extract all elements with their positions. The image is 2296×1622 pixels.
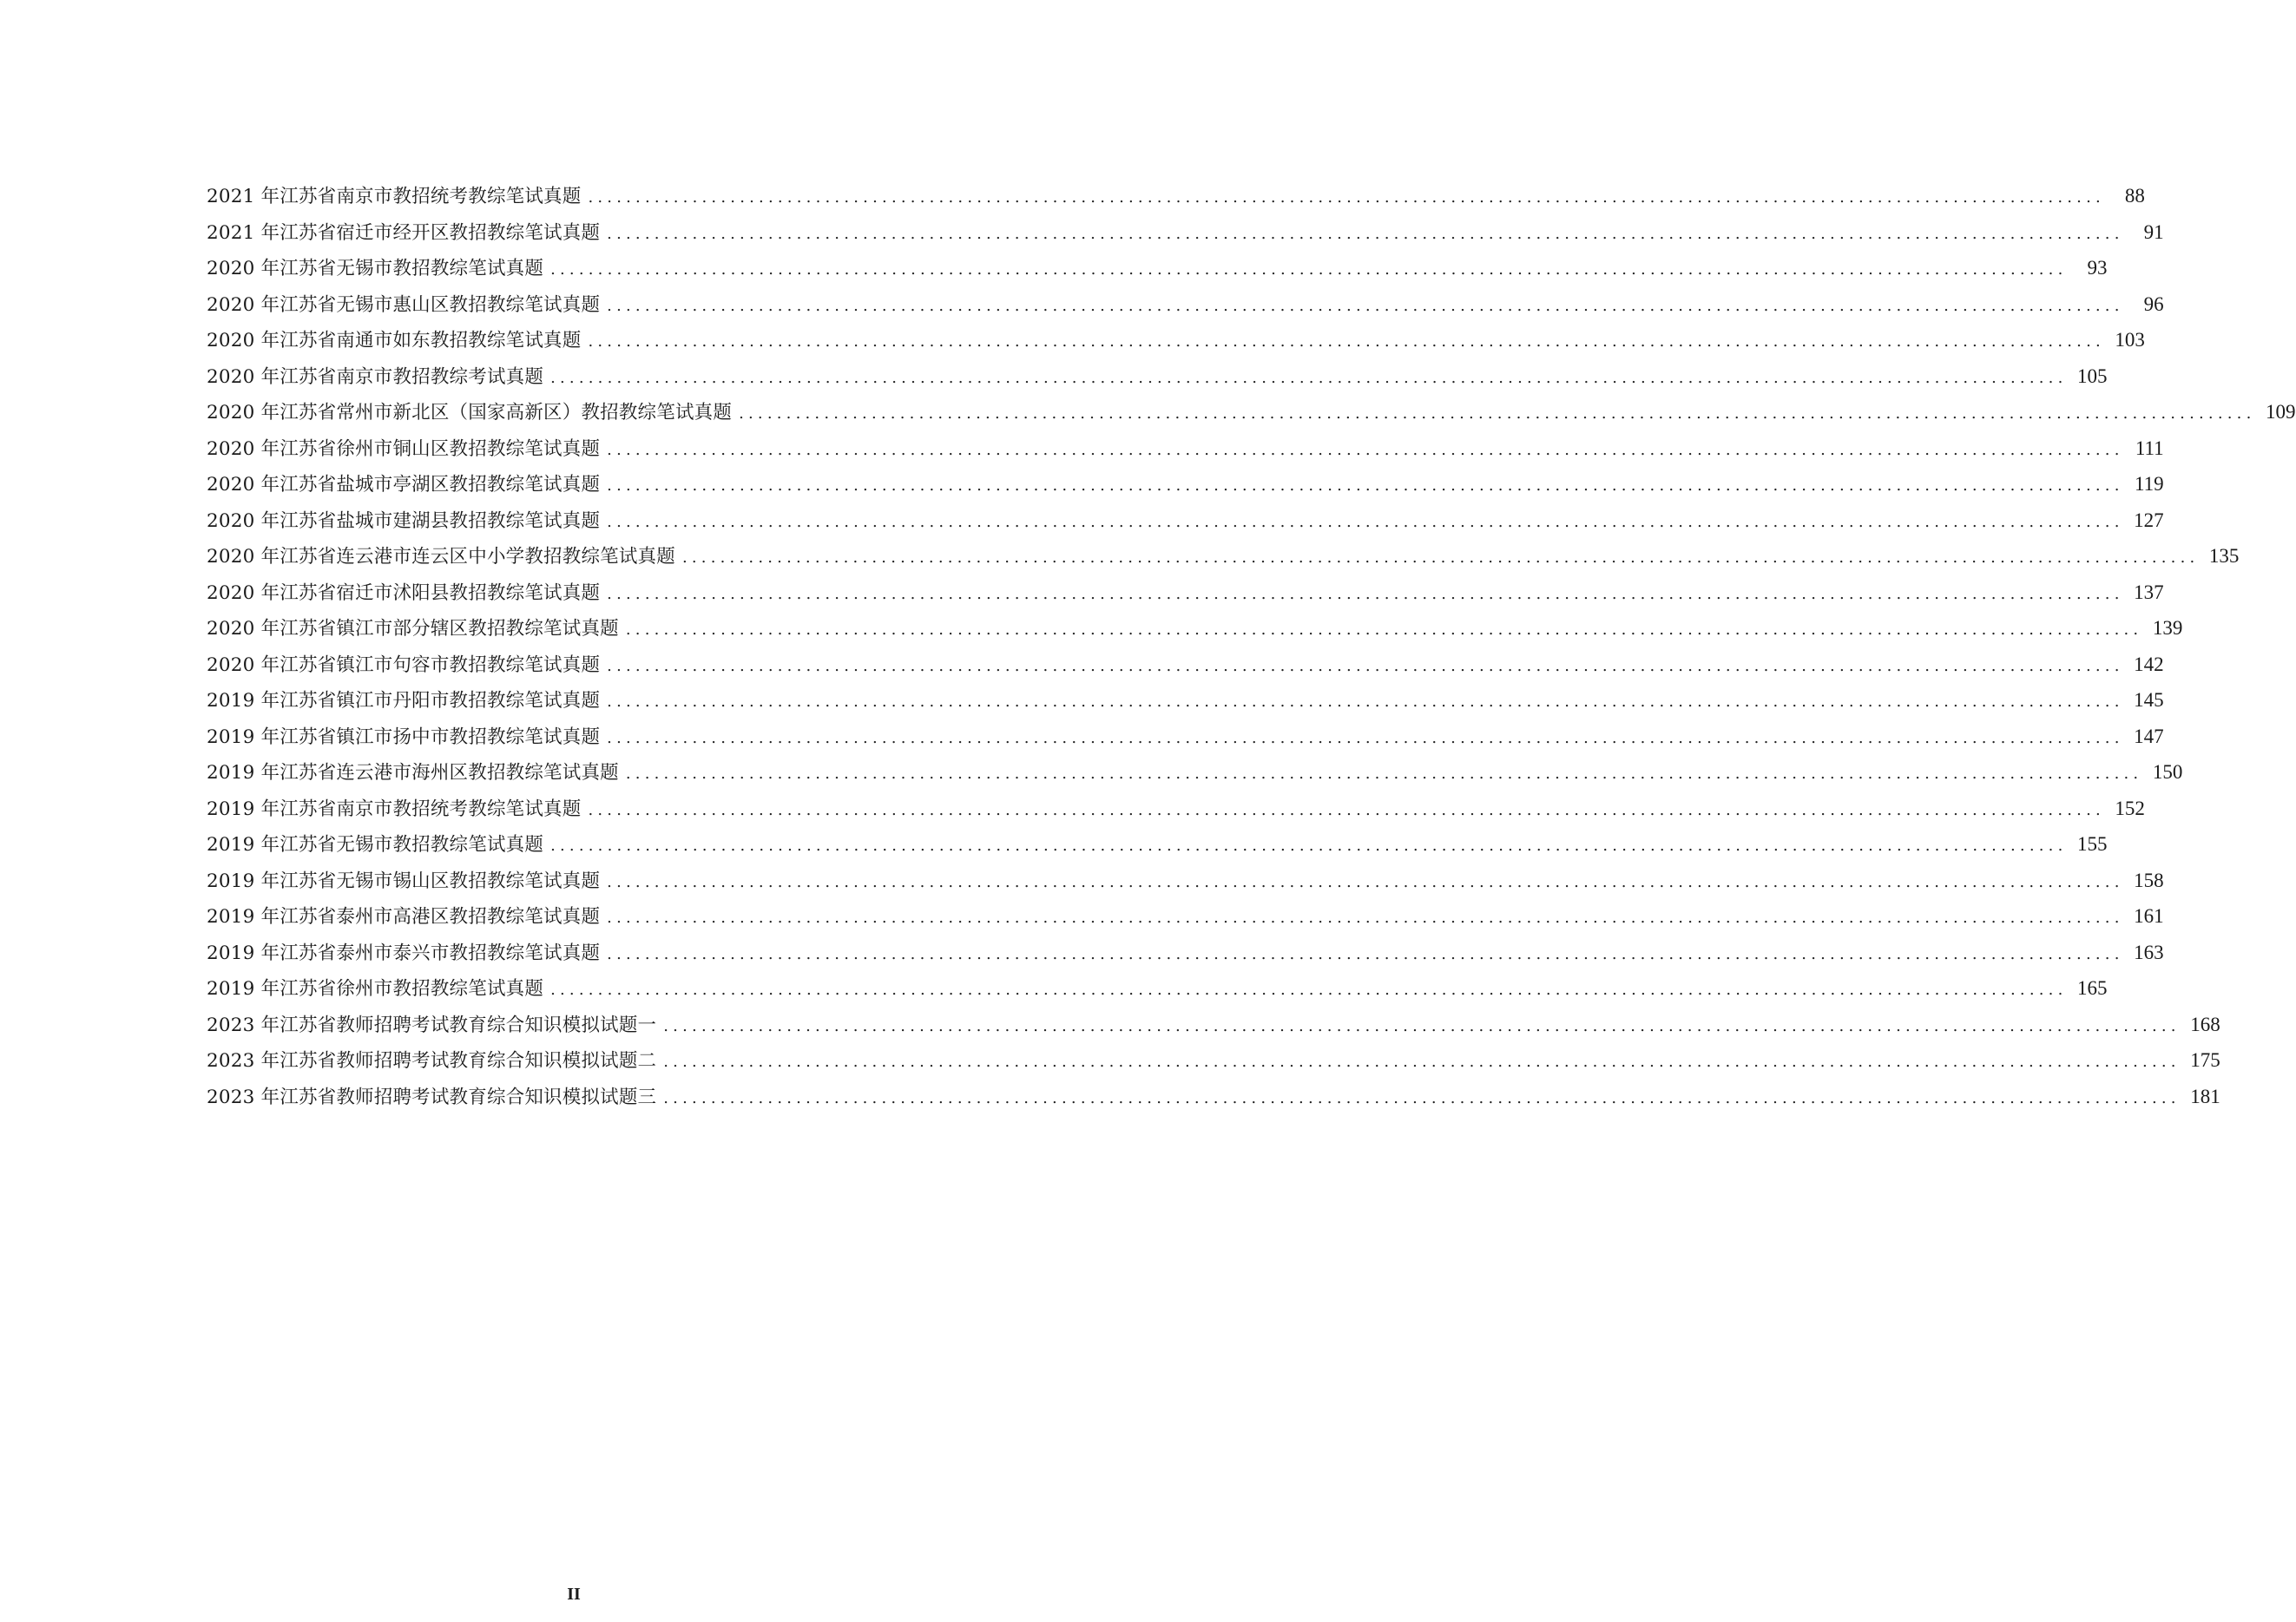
toc-entry-title: 2023 年江苏省教师招聘考试教育综合知识模拟试题三 xyxy=(207,1086,657,1108)
toc-entry[interactable] xyxy=(207,935,2164,971)
toc-entry-page: 150 xyxy=(2152,761,2183,783)
toc-entry-title: 2019 年江苏省镇江市扬中市教招教综笔试真题 xyxy=(207,726,601,748)
toc-entry-page: 127 xyxy=(2134,509,2164,531)
toc-entry-page: 161 xyxy=(2134,905,2164,927)
toc-entry-page: 111 xyxy=(2135,437,2164,459)
toc-entry[interactable] xyxy=(207,538,2240,575)
toc-entry[interactable] xyxy=(207,214,2164,251)
toc-entry[interactable] xyxy=(207,898,2164,935)
dot-leader: ................................................................................................................................................................ xyxy=(625,765,2143,783)
toc-entry-page: 91 xyxy=(2143,220,2164,243)
toc-entry-title: 2021 年江苏省宿迁市经开区教招教综笔试真题 xyxy=(207,221,601,244)
dot-leader: ................................................................................................................................................................ xyxy=(607,440,2124,459)
toc-entry-page: 145 xyxy=(2134,689,2164,711)
toc-entry[interactable] xyxy=(207,826,2108,863)
dot-leader: ................................................................................................................................................................ xyxy=(550,837,2068,855)
toc-entry-title: 2019 年江苏省泰州市泰兴市教招教综笔试真题 xyxy=(207,942,601,964)
dot-leader: ................................................................................................................................................................ xyxy=(607,584,2124,603)
toc-entry-page: 88 xyxy=(2124,185,2145,207)
toc-entry-page: 147 xyxy=(2134,725,2164,747)
dot-leader: ................................................................................................................................................................ xyxy=(663,1053,2181,1071)
toc-entry[interactable] xyxy=(207,863,2164,899)
toc-entry[interactable] xyxy=(207,682,2164,719)
dot-leader: ................................................................................................................................................................ xyxy=(607,512,2124,531)
toc-entry-title: 2020 年江苏省宿迁市沭阳县教招教综笔试真题 xyxy=(207,581,601,604)
toc-entry-page: 165 xyxy=(2077,977,2108,999)
dot-leader: ................................................................................................................................................................ xyxy=(607,656,2124,675)
toc-entry[interactable] xyxy=(207,575,2164,611)
dot-leader: ................................................................................................................................................................ xyxy=(588,800,2105,819)
toc-entry-page: 135 xyxy=(2208,545,2240,567)
toc-entry-title: 2019 年江苏省泰州市高港区教招教综笔试真题 xyxy=(207,906,601,928)
toc-entry-page: 158 xyxy=(2134,869,2164,891)
dot-leader: ................................................................................................................................................................ xyxy=(607,476,2124,495)
toc-entry[interactable] xyxy=(207,754,2183,791)
dot-leader: ................................................................................................................................................................ xyxy=(607,872,2124,891)
toc-entry-page: 137 xyxy=(2134,581,2164,603)
toc-entry-title: 2019 年江苏省镇江市丹阳市教招教综笔试真题 xyxy=(207,690,601,712)
toc-entry[interactable] xyxy=(207,791,2145,827)
toc-entry-title: 2020 年江苏省镇江市部分辖区教招教综笔试真题 xyxy=(207,618,619,640)
toc-entry-title: 2020 年江苏省盐城市亭湖区教招教综笔试真题 xyxy=(207,474,601,496)
toc-entry-page: 142 xyxy=(2134,653,2164,675)
toc-entry[interactable] xyxy=(207,1079,2220,1115)
toc-entry-title: 2019 年江苏省连云港市海州区教招教综笔试真题 xyxy=(207,762,619,784)
dot-leader: ................................................................................................................................................................ xyxy=(663,1088,2181,1107)
toc-entry[interactable] xyxy=(207,1007,2220,1043)
page-number: II xyxy=(567,1585,581,1604)
dot-leader: ................................................................................................................................................................ xyxy=(607,728,2124,747)
dot-leader: ................................................................................................................................................................ xyxy=(550,368,2068,387)
toc-entry-title: 2019 年江苏省无锡市教招教综笔试真题 xyxy=(207,834,544,856)
dot-leader: ................................................................................................................................................................ xyxy=(607,693,2124,711)
dot-leader: ................................................................................................................................................................ xyxy=(588,332,2105,351)
toc-entry[interactable] xyxy=(207,322,2145,358)
table-of-contents xyxy=(207,178,2296,1114)
dot-leader: ................................................................................................................................................................ xyxy=(607,296,2124,315)
toc-entry-page: 155 xyxy=(2077,833,2108,855)
toc-entry-title: 2021 年江苏省南京市教招统考教综笔试真题 xyxy=(207,186,582,207)
toc-entry[interactable] xyxy=(207,430,2164,467)
toc-entry-title: 2020 年江苏省无锡市惠山区教招教综笔试真题 xyxy=(207,293,601,316)
toc-entry-page: 152 xyxy=(2115,797,2145,819)
toc-entry-title: 2020 年江苏省常州市新北区（国家高新区）教招教综笔试真题 xyxy=(207,402,733,424)
dot-leader: ................................................................................................................................................................ xyxy=(625,621,2143,639)
toc-entry-title: 2023 年江苏省教师招聘考试教育综合知识模拟试题一 xyxy=(207,1014,657,1036)
dot-leader: ................................................................................................................................................................ xyxy=(550,260,2068,279)
dot-leader: ................................................................................................................................................................ xyxy=(607,944,2124,963)
toc-entry[interactable] xyxy=(207,610,2183,647)
toc-entry[interactable] xyxy=(207,1042,2220,1079)
toc-entry[interactable] xyxy=(207,647,2164,683)
toc-entry-page: 139 xyxy=(2152,617,2183,639)
toc-entry-title: 2020 年江苏省南京市教招教综考试真题 xyxy=(207,365,544,388)
dot-leader: ................................................................................................................................................................ xyxy=(663,1016,2181,1035)
toc-entry-page: 93 xyxy=(2087,257,2108,279)
dot-leader: ................................................................................................................................................................ xyxy=(550,981,2068,999)
dot-leader: ................................................................................................................................................................ xyxy=(681,548,2200,567)
toc-entry-title: 2020 年江苏省南通市如东教招教综笔试真题 xyxy=(207,330,582,351)
toc-entry-title: 2020 年江苏省镇江市句容市教招教综笔试真题 xyxy=(207,653,601,676)
toc-entry[interactable] xyxy=(207,466,2164,502)
toc-entry-title: 2020 年江苏省无锡市教招教综笔试真题 xyxy=(207,258,544,279)
toc-entry-title: 2023 年江苏省教师招聘考试教育综合知识模拟试题二 xyxy=(207,1050,657,1072)
dot-leader: ................................................................................................................................................................ xyxy=(588,188,2105,207)
toc-entry[interactable] xyxy=(207,178,2145,214)
toc-entry[interactable] xyxy=(207,970,2108,1007)
dot-leader: ................................................................................................................................................................ xyxy=(607,909,2124,927)
dot-leader: ................................................................................................................................................................ xyxy=(739,404,2256,423)
toc-entry-page: 175 xyxy=(2190,1049,2220,1071)
toc-entry[interactable] xyxy=(207,358,2108,395)
toc-entry[interactable] xyxy=(207,394,2296,430)
toc-entry-title: 2019 年江苏省无锡市锡山区教招教综笔试真题 xyxy=(207,870,601,892)
toc-entry-page: 119 xyxy=(2134,473,2164,495)
toc-entry-title: 2019 年江苏省南京市教招统考教综笔试真题 xyxy=(207,798,582,820)
toc-entry[interactable] xyxy=(207,719,2164,755)
toc-entry-page: 96 xyxy=(2143,292,2164,315)
toc-entry-title: 2020 年江苏省徐州市铜山区教招教综笔试真题 xyxy=(207,437,601,460)
toc-entry-page: 109 xyxy=(2266,401,2296,423)
toc-entry[interactable] xyxy=(207,502,2164,539)
toc-entry-page: 163 xyxy=(2134,941,2164,963)
toc-entry-page: 105 xyxy=(2077,364,2108,387)
toc-entry-title: 2020 年江苏省盐城市建湖县教招教综笔试真题 xyxy=(207,509,601,532)
toc-entry[interactable] xyxy=(207,250,2108,286)
toc-entry-page: 168 xyxy=(2190,1013,2220,1035)
toc-entry-page: 103 xyxy=(2115,329,2145,351)
dot-leader: ................................................................................................................................................................ xyxy=(607,224,2124,243)
toc-entry-title: 2020 年江苏省连云港市连云区中小学教招教综笔试真题 xyxy=(207,546,675,568)
toc-entry-title: 2019 年江苏省徐州市教招教综笔试真题 xyxy=(207,978,544,1000)
toc-entry[interactable] xyxy=(207,286,2164,323)
toc-entry-page: 181 xyxy=(2190,1085,2220,1107)
